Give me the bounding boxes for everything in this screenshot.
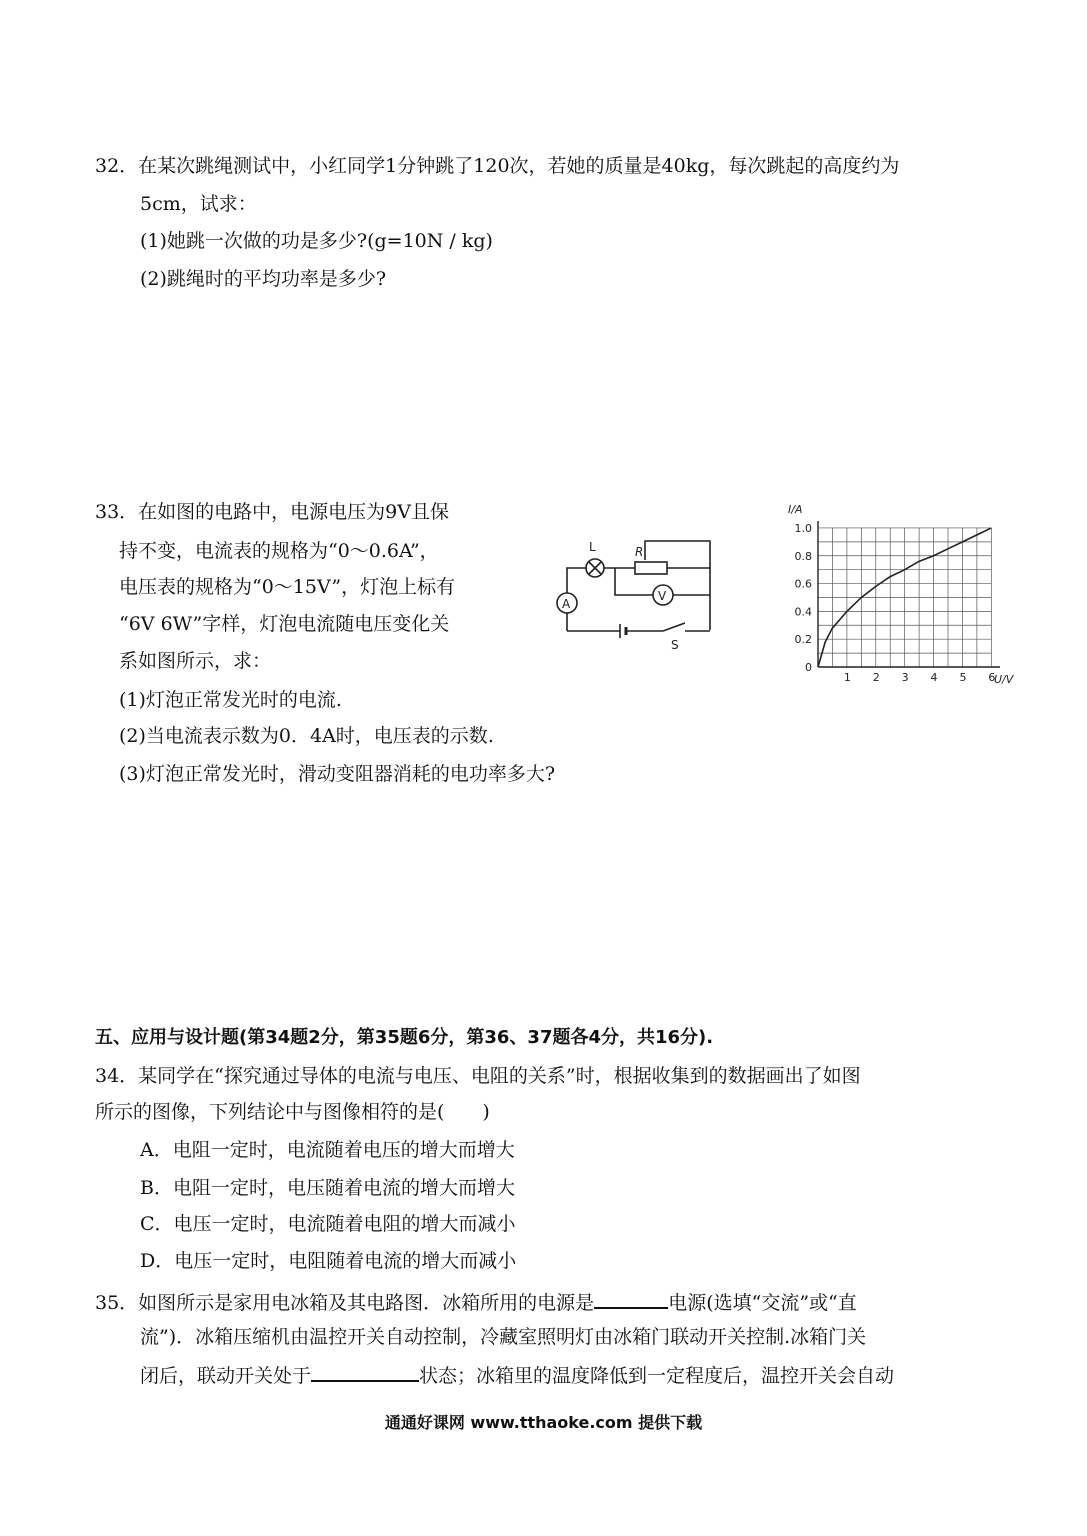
q35-line3-text-a: 闭后，联动开关处于 xyxy=(140,1365,312,1387)
rheostat-label: R xyxy=(635,545,644,559)
q34-option-b: B．电阻一定时，电压随着电流的增大而增大 xyxy=(140,1177,515,1199)
q33-line5: 系如图所示，求： xyxy=(119,650,272,672)
chart-axes xyxy=(818,521,1000,667)
x-axis-label: U/V xyxy=(994,673,1014,686)
q33-line4: “6V 6W”字样，灯泡电流随电压变化关 xyxy=(119,613,450,635)
y-tick-label: 0 xyxy=(805,661,812,674)
q35-blank-2[interactable] xyxy=(311,1362,419,1382)
q33-line3: 电压表的规格为“0～15V”，灯泡上标有 xyxy=(119,576,456,598)
q35-line1-text-a: 35．如图所示是家用电冰箱及其电路图．冰箱所用的电源是 xyxy=(95,1292,595,1314)
rheostat-symbol xyxy=(635,562,667,574)
y-tick-label: 0.2 xyxy=(794,633,812,647)
q34-option-a: A．电阻一定时，电流随着电压的增大而增大 xyxy=(140,1139,515,1161)
circuit-diagram xyxy=(545,535,735,655)
lamp-label: L xyxy=(589,540,596,554)
x-tick-label: 3 xyxy=(901,671,909,684)
q35-line2: 流”)．冰箱压缩机由温控开关自动控制，冷藏室照明灯由冰箱门联动开关控制.冰箱门关 xyxy=(140,1326,867,1348)
chart-ticks xyxy=(795,522,996,684)
q32-line1: 32．在某次跳绳测试中，小红同学1分钟跳了120次，若她的质量是40kg，每次跳起的高度约为 xyxy=(95,155,900,177)
q33-sub3: (3)灯泡正常发光时，滑动变阻器消耗的电功率多大? xyxy=(119,763,556,785)
q35-line3 xyxy=(140,1362,894,1388)
y-tick-label: 1.0 xyxy=(794,521,812,535)
y-tick-label: 0.8 xyxy=(794,549,812,563)
q35-line1 xyxy=(95,1289,857,1315)
q33-sub2: (2)当电流表示数为0．4A时，电压表的示数. xyxy=(119,725,494,747)
x-tick-label: 4 xyxy=(930,671,938,684)
y-tick-label: 0.4 xyxy=(794,605,812,619)
q34-option-d: D．电压一定时，电阻随着电流的增大而减小 xyxy=(140,1250,517,1272)
switch-label: S xyxy=(671,638,679,652)
q33-line2: 持不变，电流表的规格为“0～0.6A”， xyxy=(119,540,439,562)
x-tick-label: 5 xyxy=(959,671,967,684)
q35-line1-text-b: 电源(选填“交流”或“直 xyxy=(668,1292,857,1314)
q33-line1: 33．在如图的电路中，电源电压为9V且保 xyxy=(95,501,449,523)
q35-blank-1[interactable] xyxy=(594,1289,668,1309)
y-tick-label: 0.6 xyxy=(794,577,812,591)
q34-option-c: C．电压一定时，电流随着电阻的增大而减小 xyxy=(140,1213,516,1235)
q33-sub1: (1)灯泡正常发光时的电流. xyxy=(119,689,342,711)
x-tick-label: 2 xyxy=(872,671,880,684)
q32-sub1: (1)她跳一次做的功是多少?(g=10N / kg) xyxy=(140,230,493,252)
iu-chart xyxy=(770,495,1020,695)
chart-grid xyxy=(818,528,991,667)
ammeter-label: A xyxy=(562,597,571,611)
q32-line2: 5cm，试求： xyxy=(140,193,257,215)
q35-line3-text-b: 状态；冰箱里的温度降低到一定程度后，温控开关会自动 xyxy=(419,1365,895,1387)
q34-line1: 34．某同学在“探究通过导体的电流与电压、电阻的关系”时，根据收集到的数据画出了如图 xyxy=(95,1065,861,1087)
y-axis-label: I/A xyxy=(788,503,803,516)
q32-sub2: (2)跳绳时的平均功率是多少? xyxy=(140,268,387,290)
x-tick-label: 1 xyxy=(843,671,851,684)
voltmeter-label: V xyxy=(658,589,667,603)
page-footer: 通通好课网 www.tthaoke.com 提供下载 xyxy=(384,1413,703,1432)
section5-heading: 五、应用与设计题(第34题2分，第35题6分，第36、37题各4分，共16分). xyxy=(95,1027,714,1048)
x-tick-label: 6 xyxy=(988,671,996,684)
q34-line2: 所示的图像，下列结论中与图像相符的是( ) xyxy=(95,1101,490,1123)
